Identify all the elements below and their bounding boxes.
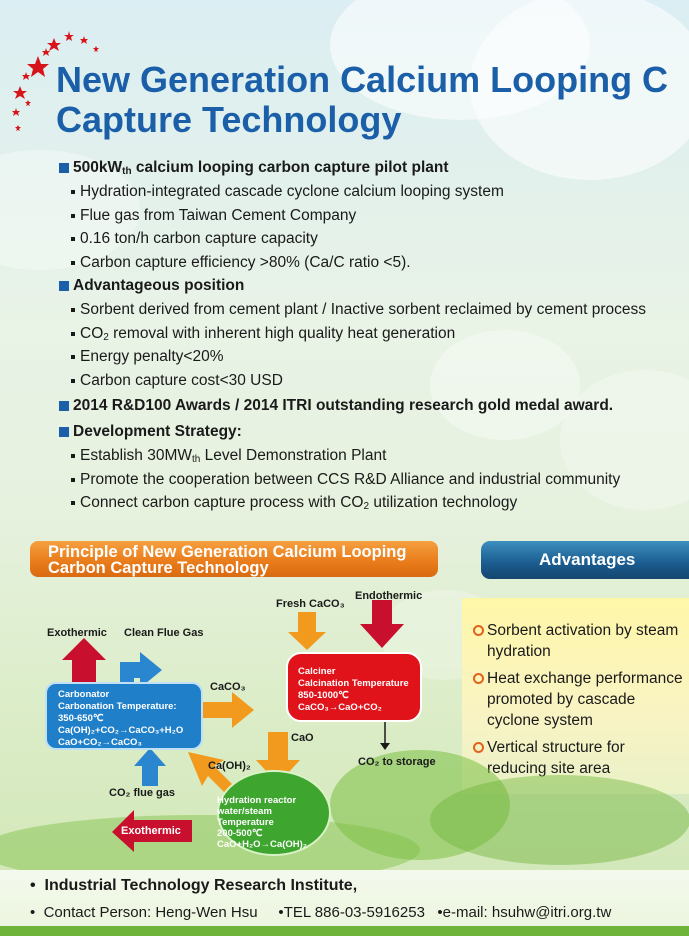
exothermic-bottom-label: Exothermic (121, 825, 181, 837)
bottom-bar (0, 926, 689, 936)
list-item: $CO_2$ removal with inherent high quality heat generation (58, 322, 689, 346)
carbonator-text: Carbonator Carbonation Temperature: 350-650℃ Ca(OH)₂+CO₂→CaCO₃+H₂O CaO+CO₂→CaCO₃ (58, 689, 184, 748)
list-item: Flue gas from Taiwan Cement Company (58, 204, 689, 228)
endothermic-arrow (360, 600, 404, 648)
section-heading-development-strategy: Development Strategy: (58, 420, 689, 444)
fresh-caco3-arrow (288, 612, 326, 650)
principle-banner-line-2: Carbon Capture Technology (48, 559, 269, 577)
list-item: Connect carbon capture process with $CO_2$ utilization technology (58, 491, 689, 515)
list-item: Hydration-integrated cascade cyclone calcium looping system (58, 180, 689, 204)
advantages-banner: Advantages (481, 541, 689, 579)
clean-flue-gas-label: Clean Flue Gas (124, 627, 204, 639)
calciner-text: Calciner Calcination Temperature 850-1000℃ CaCO₃→CaO+CO₂ (298, 666, 409, 713)
endothermic-label: Endothermic (355, 590, 423, 602)
section-heading-advantageous-position: Advantageous position (58, 274, 689, 298)
list-item: Establish $30MW_{th}$ Level Demonstration Plant (58, 444, 689, 468)
list-item: Sorbent derived from cement plant / Inactive sorbent reclaimed by cement process (58, 298, 689, 322)
footer-email[interactable]: e-mail: hsuhw@itri.org.tw (442, 904, 612, 921)
advantage-item: Vertical structure for reducing site area (473, 737, 625, 779)
co2-storage-arrowhead (380, 743, 390, 750)
caco3-label: CaCO₃ (210, 681, 246, 693)
section-heading-awards: 2014 R&D100 Awards / 2014 ITRI outstanding research gold medal award. (58, 394, 689, 418)
footer-contact-line: • Contact Person: Heng-Wen Hsu •TEL 886-03-5916253 •e-mail: hsuhw@itri.org.tw (30, 904, 612, 921)
section-heading-pilot-plant: $500kW_{th}$ calcium looping carbon capture pilot plant (58, 156, 689, 180)
principle-banner-line-1: Principle of New Generation Calcium Looping (48, 543, 407, 561)
list-item: 0.16 ton/h carbon capture capacity (58, 227, 689, 251)
footer-tel: TEL 886-03-5916253 (283, 904, 425, 921)
list-item: Carbon capture cost<30 USD (58, 369, 689, 393)
co2-flue-gas-label: CO₂ flue gas (109, 787, 176, 799)
principle-banner (30, 541, 438, 577)
caoh2-label: Ca(OH)₂ (208, 760, 251, 772)
list-item: Energy penalty<20% (58, 345, 689, 369)
co2-flue-gas-arrow (134, 748, 166, 786)
title-line-1: New Generation Calcium Looping C (56, 59, 669, 100)
advantage-item: Sorbent activation by steam hydration (473, 620, 678, 662)
bullet-list (58, 156, 689, 515)
exothermic-up-arrow (62, 638, 106, 684)
list-item: Promote the cooperation between CCS R&D Alliance and industrial community (58, 468, 689, 492)
page-title (56, 60, 668, 140)
caco3-arrow (203, 692, 254, 728)
co2-to-storage-label: CO₂ to storage (358, 756, 436, 768)
cao-label: CaO (291, 732, 314, 744)
foliage-decoration (430, 775, 689, 865)
advantage-item: Heat exchange performance promoted by cascade cyclone system (473, 668, 683, 731)
hydration-text: Hydration reactor water/steam Temperature 200-500℃ CaO+H₂O→Ca(OH)₂ (217, 795, 307, 850)
caoh2-arrow (188, 752, 232, 794)
footer-institute: • Industrial Technology Research Institute, (30, 877, 358, 894)
fresh-caco3-label: Fresh CaCO₃ (276, 598, 345, 610)
title-line-2: Capture Technology (56, 99, 402, 140)
list-item: Carbon capture efficiency >80% (Ca/C ratio <5). (58, 251, 689, 275)
exothermic-top-label: Exothermic (47, 627, 107, 639)
footer-contact: Contact Person: Heng-Wen Hsu (43, 904, 258, 921)
